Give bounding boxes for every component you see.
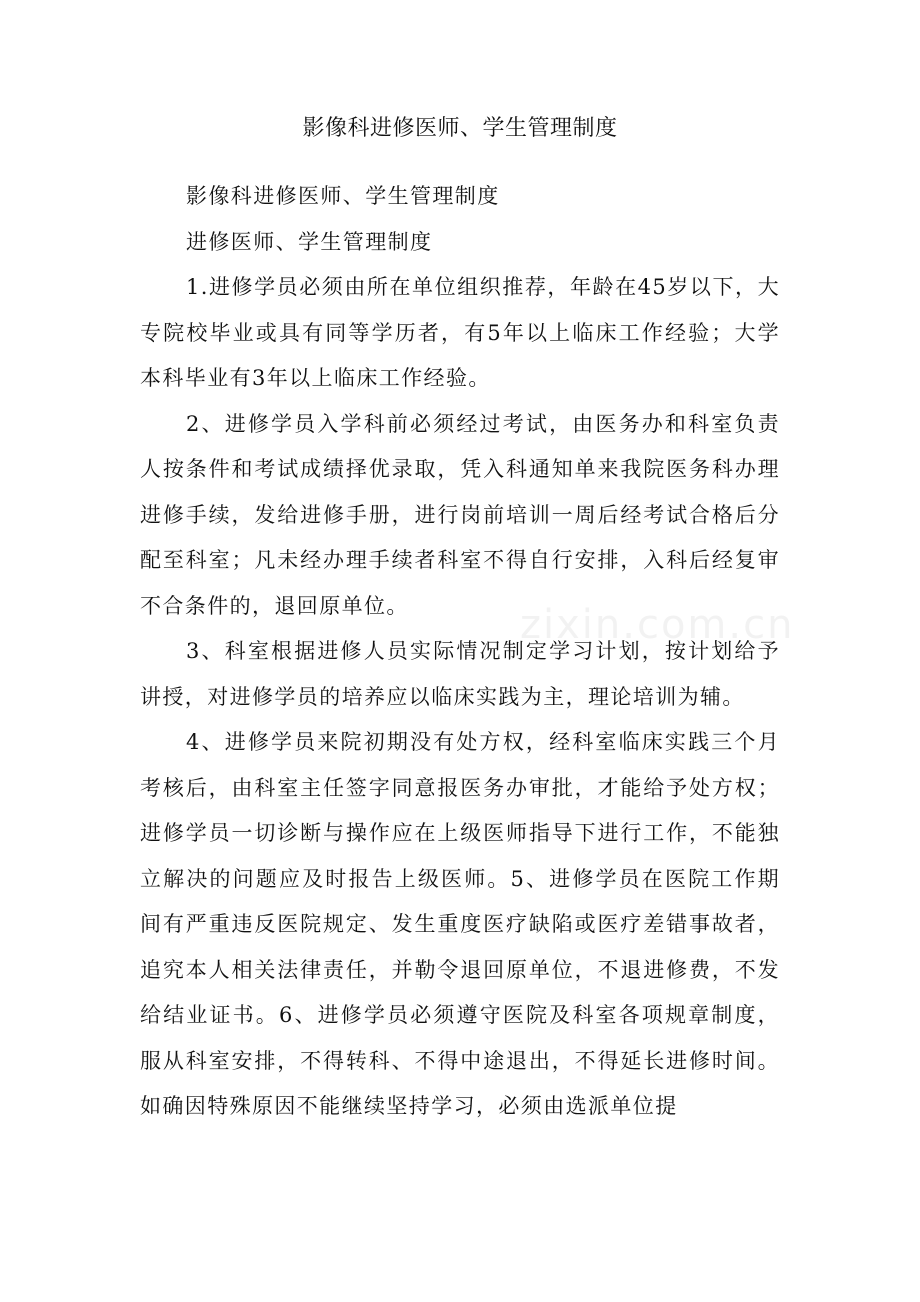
- paragraph-section-heading: 进修医师、学生管理制度: [186, 229, 433, 254]
- paragraph-rule-1: 1.进修学员必须由所在单位组织推荐，年龄在45岁以下，大专院校毕业或具有同等学历者，有5年以上临床工作经验；大学本科毕业有3年以上临床工作经验。: [140, 275, 780, 390]
- paragraph-subtitle: 影像科进修医师、学生管理制度: [186, 184, 500, 208]
- watermark: zixin.com.cn: [520, 602, 795, 648]
- paragraph-rule-3: 3、科室根据进修人员实际情况制定学习计划，按计划给予讲授，对进修学员的培养应以临床实践为主，理论培训为辅。: [140, 639, 780, 709]
- document-title: 影像科进修医师、学生管理制度: [302, 116, 618, 141]
- document-body: [140, 174, 780, 1130]
- paragraph-rule-2: 2、进修学员入学科前必须经过考试，由医务办和科室负责人按条件和考试成绩择优录取，凭入科通知单来我院医务科办理进修手续，发给进修手册，进行岗前培训一周后经考试合格后分配至科室；凡未经办理手续者科室不得自行安排，入科后经复审不合条件的，退回原单位。: [140, 411, 780, 618]
- paragraph-rule-4-6: 4、进修学员来院初期没有处方权，经科室临床实践三个月考核后，由科室主任签字同意报医务办审批，才能给予处方权；进修学员一切诊断与操作应在上级医师指导下进行工作，不能独立解决的问题应及时报告上级医师。5、进修学员在医院工作期间有严重违反医院规定、发生重度医疗缺陷或医疗差错事故者，追究本人相关法律责任，并勒令退回原单位，不退进修费，不发给结业证书。6、进修学员必须遵守医院及科室各项规章制度，服从科室安排，不得转科、不得中途退出，不得延长进修时间。如确因特殊原因不能继续坚持学习，必须由选派单位提: [140, 730, 780, 1118]
